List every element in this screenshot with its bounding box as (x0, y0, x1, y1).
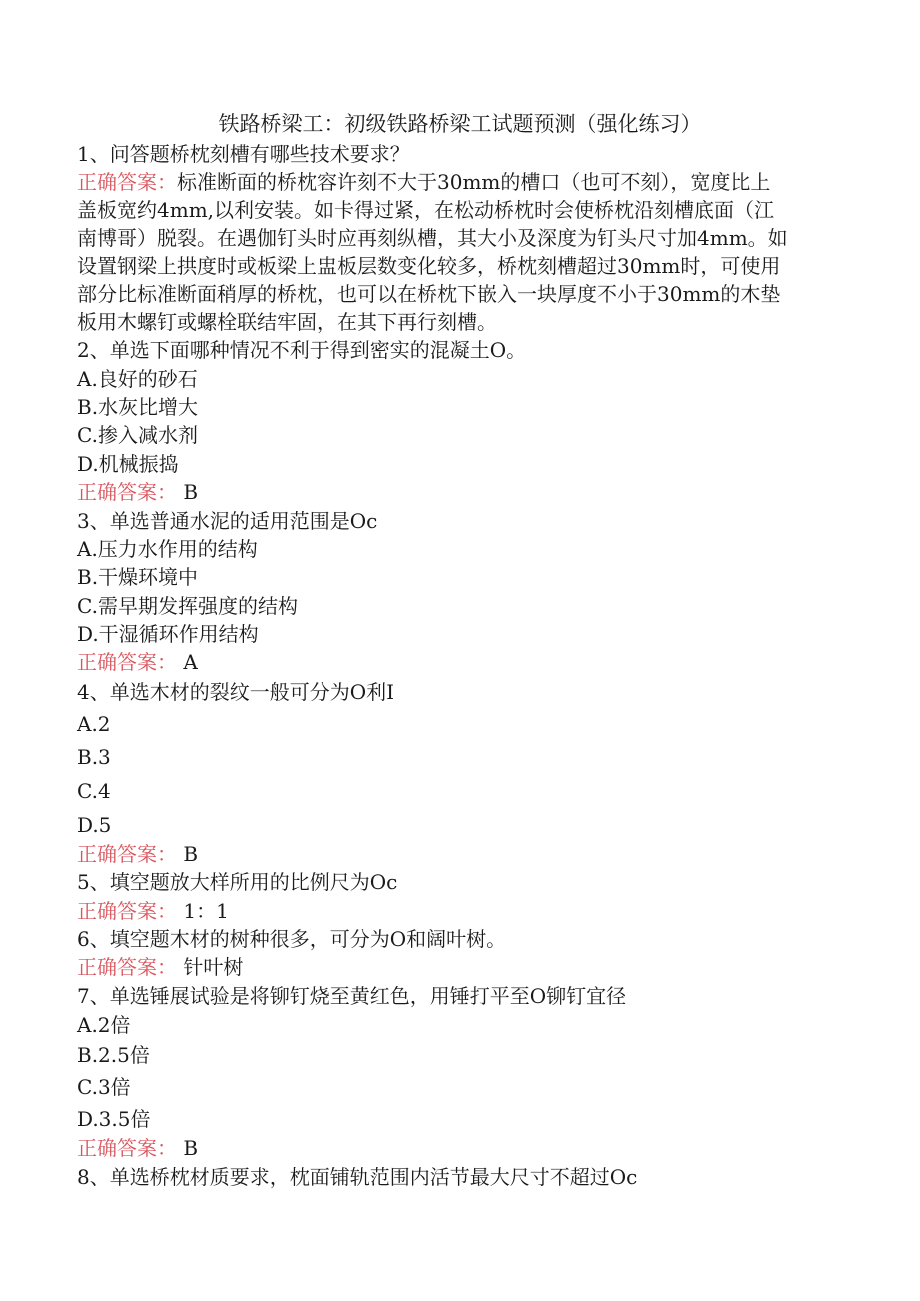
answer-5 (77, 897, 229, 925)
answer-4 (77, 840, 198, 868)
option-4a: A.2 (77, 712, 111, 736)
question-6: 6、填空题木材的树种很多，可分为O和阔叶树。 (77, 927, 507, 951)
question-4: 4、单选木材的裂纹一般可分为O利I (77, 680, 395, 704)
option-3a: A.压力水作用的结构 (77, 537, 258, 561)
question-7: 7、单选锤展试验是将铆钉烧至黄红色，用锤打平至O铆钉宜径 (77, 984, 627, 1008)
option-7c: C.3倍 (77, 1075, 131, 1099)
document-title: 铁路桥梁工：初级铁路桥梁工试题预测（强化练习） (218, 112, 702, 136)
option-2c: C.掺入减水剂 (77, 423, 198, 447)
question-8: 8、单选桥枕材质要求，枕面铺轨范围内活节最大尺寸不超过Oc (77, 1165, 638, 1189)
option-2a: A.良好的砂石 (77, 367, 198, 391)
answer-7 (77, 1134, 198, 1162)
option-3b: B.干燥环境中 (77, 565, 199, 589)
answer-3-value: A (183, 650, 198, 674)
option-4c: C.4 (77, 779, 111, 803)
answer-label: 正确答案： (77, 650, 177, 674)
answer-1-line-2: 盖板宽约4mm,以利安装。如卡得过紧，在松动桥枕时会使桥枕沿刻槽底面（江 (77, 198, 775, 222)
answer-label: 正确答案： (77, 170, 177, 194)
option-4b: B.3 (77, 745, 111, 769)
option-7b: B.2.5倍 (77, 1043, 150, 1067)
question-2: 2、单选下面哪种情况不利于得到密实的混凝土O。 (77, 338, 527, 362)
answer-7-value: B (183, 1136, 199, 1160)
option-4d: D.5 (77, 813, 112, 837)
answer-1-line-6: 板用木螺钉或螺栓联结牢固，在其下再行刻槽。 (77, 310, 497, 334)
answer-2 (77, 478, 198, 506)
answer-6-value: 针叶树 (183, 955, 244, 979)
answer-6 (77, 953, 243, 981)
answer-1-line-3: 南博哥）脱裂。在遇伽钉头时应再刻纵槽，其大小及深度为钉头尺寸加4mm。如 (77, 226, 788, 250)
option-3d: D.干湿循环作用结构 (77, 622, 259, 646)
answer-1-line-1 (77, 168, 770, 196)
answer-label: 正确答案： (77, 1136, 177, 1160)
question-1: 1、问答题桥枕刻槽有哪些技术要求？ (77, 142, 410, 166)
option-2d: D.机械振捣 (77, 452, 179, 476)
answer-label: 正确答案： (77, 842, 177, 866)
answer-3 (77, 648, 198, 676)
answer-1-text-1: 标准断面的桥枕容许刻不大于30mm的槽口（也可不刻），宽度比上 (177, 170, 771, 194)
question-3: 3、单选普通水泥的适用范围是Oc (77, 509, 378, 533)
answer-label: 正确答案： (77, 480, 177, 504)
answer-5-value: 1：1 (183, 899, 229, 923)
option-2b: B.水灰比增大 (77, 395, 199, 419)
option-3c: C.需早期发挥强度的结构 (77, 594, 298, 618)
answer-label: 正确答案： (77, 955, 177, 979)
answer-2-value: B (183, 480, 199, 504)
answer-1-line-4: 设置钢梁上拱度时或板梁上盅板层数变化较多，桥枕刻槽超过30mm时，可使用 (77, 254, 781, 278)
answer-1-line-5: 部分比标准断面稍厚的桥枕，也可以在桥枕下嵌入一块厚度不小于30mm的木垫 (77, 282, 781, 306)
answer-4-value: B (183, 842, 199, 866)
question-5: 5、填空题放大样所用的比例尺为Oc (77, 870, 398, 894)
answer-label: 正确答案： (77, 899, 177, 923)
option-7d: D.3.5倍 (77, 1107, 151, 1131)
option-7a: A.2倍 (77, 1013, 131, 1037)
